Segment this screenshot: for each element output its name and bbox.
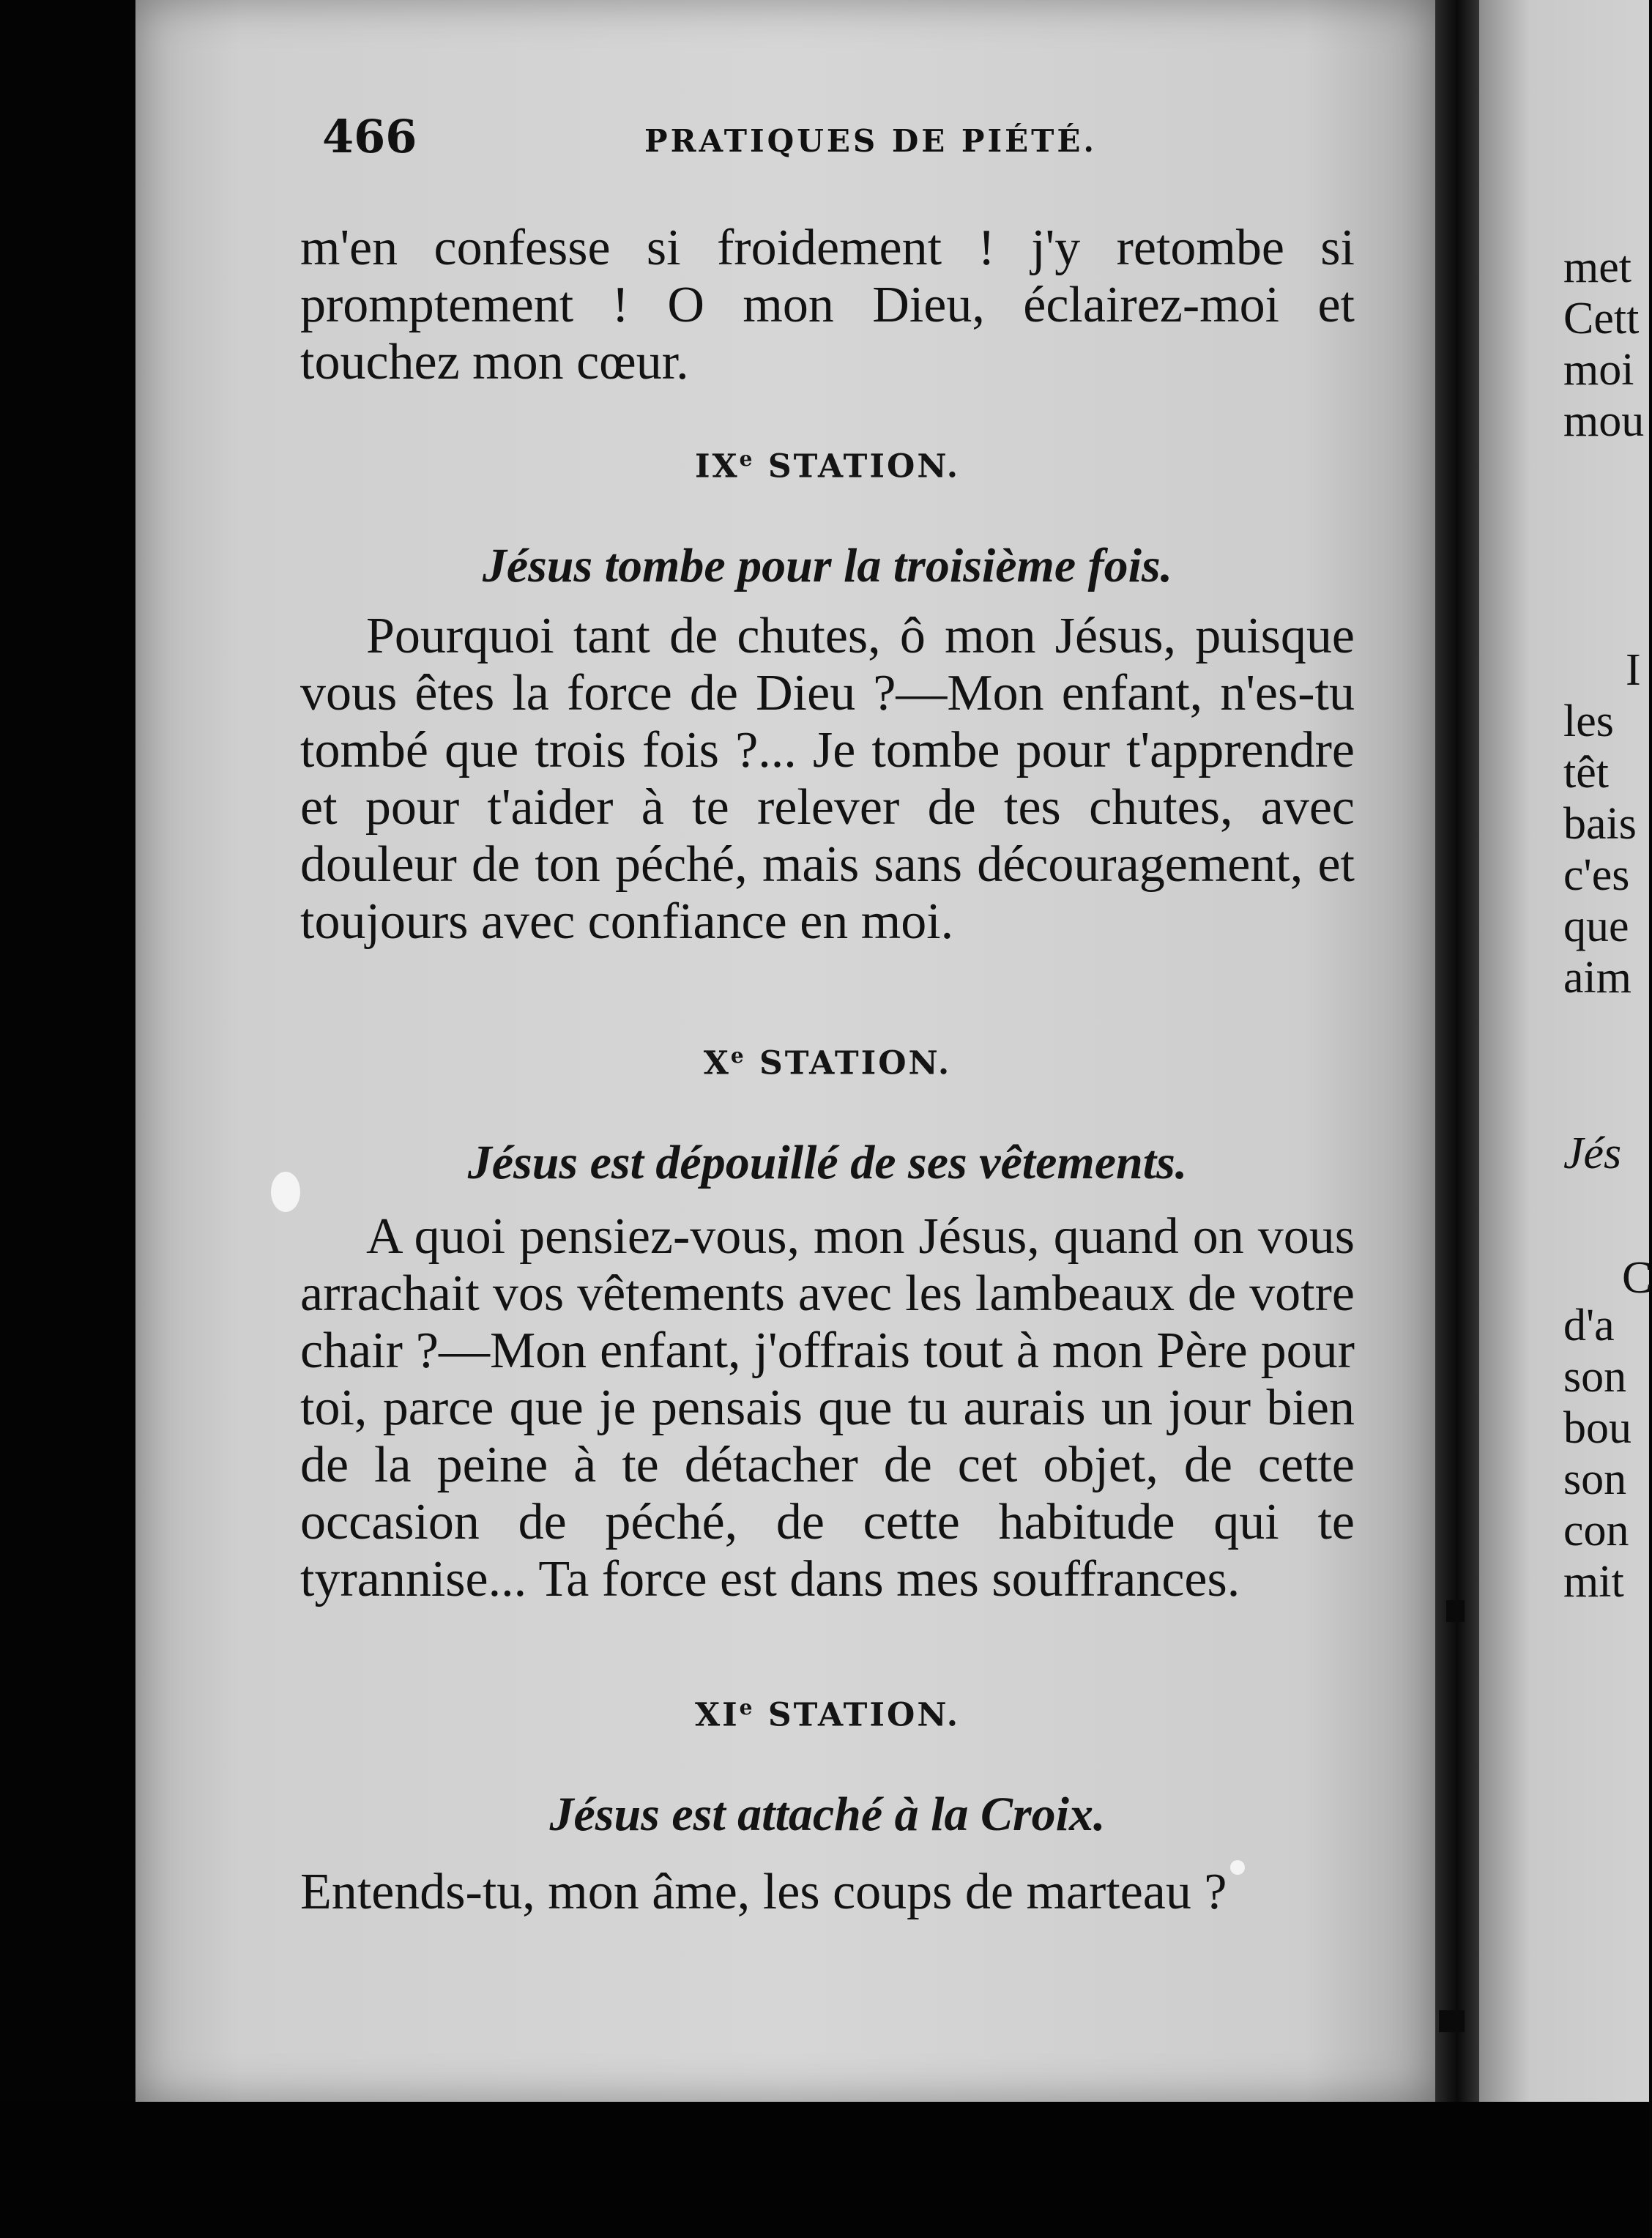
station-title-x: Jésus est dépouillé de ses vêtements. bbox=[467, 1136, 1188, 1189]
adjacent-fragment: mou bbox=[1563, 396, 1645, 446]
station-text-ix bbox=[300, 608, 1355, 951]
paragraph: Entends-tu, mon âme, les coups de marteau ? bbox=[300, 1864, 1227, 1920]
adjacent-fragment: Jés bbox=[1563, 1129, 1622, 1178]
adjacent-fragment: C bbox=[1622, 1253, 1652, 1303]
station-heading-xi bbox=[300, 1695, 1355, 1734]
adjacent-fragment: met bbox=[1563, 242, 1631, 292]
ordinal-suffix: e bbox=[739, 447, 755, 471]
adjacent-fragment: moi bbox=[1563, 345, 1634, 395]
station-title-ix: Jésus tombe pour la troisième fois. bbox=[482, 539, 1173, 592]
adjacent-fragment: les bbox=[1563, 696, 1614, 746]
station-title-xi: Jésus est attaché à la Croix. bbox=[549, 1788, 1106, 1841]
adjacent-fragment: d'a bbox=[1563, 1301, 1615, 1350]
station-text-xi bbox=[300, 1864, 1355, 1921]
running-title: PRATIQUES DE PIÉTÉ. bbox=[644, 123, 1098, 159]
page-header bbox=[322, 110, 1128, 176]
scan-speck bbox=[1230, 1860, 1245, 1875]
station-numeral: XI bbox=[694, 1696, 740, 1734]
adjacent-fragment: son bbox=[1563, 1454, 1627, 1504]
scan-mark bbox=[1446, 1600, 1465, 1622]
station-word: STATION. bbox=[759, 1044, 952, 1082]
station-numeral: X bbox=[703, 1044, 731, 1082]
intro-text: m'en confesse si froidement ! j'y retombe si promptement ! O mon Dieu, éclairez-moi et touchez mon cœur. bbox=[300, 220, 1355, 390]
ordinal-suffix: e bbox=[730, 1044, 746, 1068]
adjacent-fragment: son bbox=[1563, 1352, 1627, 1402]
adjacent-fragment: aim bbox=[1563, 953, 1631, 1003]
paragraph: Pourquoi tant de chutes, ô mon Jésus, puisque vous êtes la force de Dieu ?—Mon enfant, n'es-tu tombé que trois fois ?... Je tombe pour t'apprendre et pour t'aider à te relever de tes chutes, avec douleur de ton péché, mais sans découragement, et toujours avec confiance en moi. bbox=[300, 608, 1355, 950]
adjacent-fragment: mit bbox=[1563, 1557, 1624, 1607]
ordinal-suffix: e bbox=[739, 1695, 755, 1720]
station-word: STATION. bbox=[767, 447, 961, 486]
adjacent-fragment: c'es bbox=[1563, 850, 1630, 900]
scan-bottom-edge bbox=[0, 2102, 1649, 2238]
paragraph: A quoi pensiez-vous, mon Jésus, quand on vous arrachait vos vêtements avec les lambeaux de votre chair ?—Mon enfant, j'offrais tout à mon Père pour toi, parce que je pensais que tu aurais un jour bien de la peine à te détacher de cet objet, de cette occasion de péché, de cette habitude qui te tyrannise... Ta force est dans mes souffrances. bbox=[300, 1208, 1355, 1607]
adjacent-fragment: bais bbox=[1563, 799, 1637, 849]
adjacent-fragment: que bbox=[1563, 901, 1629, 951]
station-word: STATION. bbox=[767, 1696, 961, 1734]
station-heading-x bbox=[300, 1044, 1355, 1082]
scan-mark bbox=[1439, 2010, 1465, 2032]
adjacent-fragment: têt bbox=[1563, 748, 1609, 798]
station-heading-ix bbox=[300, 447, 1355, 486]
station-numeral: IX bbox=[694, 447, 740, 486]
adjacent-fragment: bou bbox=[1563, 1403, 1631, 1453]
book-gutter bbox=[1435, 0, 1479, 2102]
adjacent-fragment: Cett bbox=[1563, 294, 1640, 343]
page-number: 466 bbox=[322, 110, 417, 163]
intro-paragraph bbox=[300, 220, 1355, 391]
scan-speck bbox=[271, 1172, 300, 1212]
station-text-x bbox=[300, 1208, 1355, 1608]
adjacent-fragment: I bbox=[1626, 645, 1641, 695]
adjacent-fragment: con bbox=[1563, 1506, 1629, 1555]
